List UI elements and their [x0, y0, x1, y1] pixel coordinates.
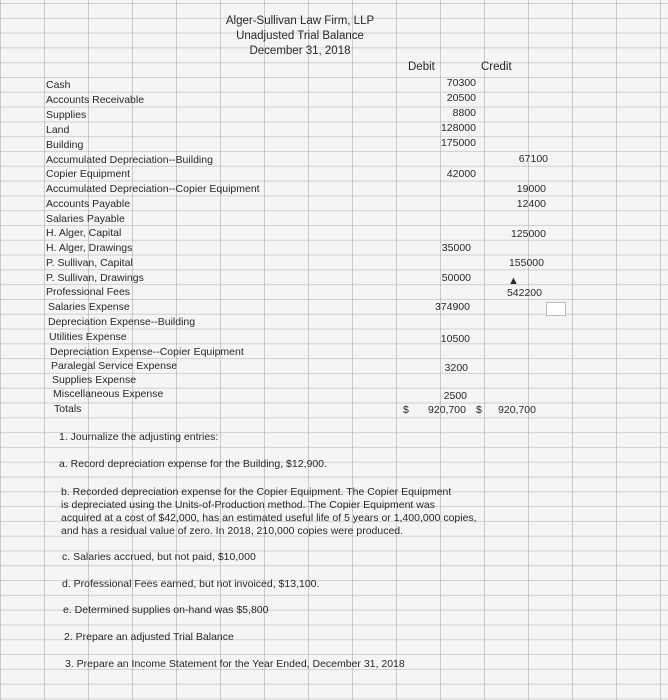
account-name: P. Sullivan, Drawings [46, 272, 144, 284]
account-name: H. Alger, Drawings [46, 242, 133, 254]
account-name: Salaries Payable [46, 213, 125, 225]
adjustment-c: c. Salaries accrued, but not paid, $10,000 [62, 551, 256, 563]
account-name: Salaries Expense [48, 301, 130, 313]
account-name: Paralegal Service Expense [51, 360, 178, 372]
adjustment-b-line: is depreciated using the Units-of-Production method. The Copier Equipment was [61, 499, 435, 511]
debit-amount: 70300 [446, 77, 476, 89]
debit-amount: 10500 [440, 333, 470, 345]
adjustment-e: e. Determined supplies on-hand was $5,800 [63, 604, 269, 616]
mouse-cursor-icon: ▲ [508, 275, 519, 287]
debit-amount: 3200 [444, 362, 468, 374]
selected-cell[interactable] [546, 302, 566, 316]
debit-amount: 35000 [441, 242, 471, 254]
question-2: 2. Prepare an adjusted Trial Balance [64, 631, 234, 643]
credit-column-header: Credit [481, 61, 512, 73]
account-name: Land [46, 124, 70, 136]
adjustment-a: a. Record depreciation expense for the Building, $12,900. [59, 458, 327, 470]
account-name: Supplies Expense [52, 374, 137, 386]
account-name: Miscellaneous Expense [53, 388, 164, 400]
account-name: Accumulated Depreciation--Copier Equipment [46, 183, 260, 195]
credit-amount: 67100 [518, 153, 548, 165]
debit-amount: 8800 [452, 107, 476, 119]
report-date: December 31, 2018 [249, 45, 351, 57]
account-name: Depreciation Expense--Copier Equipment [50, 346, 244, 358]
account-name: Professional Fees [46, 286, 131, 298]
credit-currency-symbol: $ [476, 404, 482, 416]
account-name: Building [46, 139, 84, 151]
account-name: Accumulated Depreciation--Building [46, 154, 213, 166]
adjustment-d: d. Professional Fees earned, but not invoiced, $13,100. [62, 578, 320, 590]
debit-amount: 128000 [440, 122, 476, 134]
adjustment-b-line: acquired at a cost of $42,000, has an estimated useful life of 5 years or 1,400,000 copies, [61, 512, 477, 524]
question-1: 1. Journalize the adjusting entries: [59, 431, 219, 443]
credit-amount: 155000 [508, 257, 544, 269]
credit-amount: 12400 [516, 198, 546, 210]
debit-amount: 374900 [434, 301, 470, 313]
adjustment-b-line: b. Recorded depreciation expense for the Copier Equipment. The Copier Equipment [61, 486, 452, 498]
total-debit: 920,700 [428, 404, 466, 416]
account-name: Cash [46, 79, 71, 91]
account-name: H. Alger, Capital [46, 227, 122, 239]
account-name: Accounts Receivable [46, 94, 145, 106]
adjustment-b-line: and has a residual value of zero. In 2018, 210,000 copies were produced. [61, 525, 404, 537]
account-name: Utilities Expense [49, 331, 127, 343]
debit-column-header: Debit [408, 61, 435, 73]
account-name: P. Sullivan, Capital [46, 257, 133, 269]
credit-amount: 542200 [506, 287, 542, 299]
firm-name: Alger-Sullivan Law Firm, LLP [225, 15, 375, 27]
report-title: Unadjusted Trial Balance [236, 30, 364, 42]
debit-amount: 20500 [446, 92, 476, 104]
credit-amount: 19000 [516, 183, 546, 195]
account-name: Depreciation Expense--Building [48, 316, 196, 328]
account-name: Supplies [46, 109, 87, 121]
debit-amount: 2500 [443, 390, 467, 402]
debit-amount: 50000 [441, 272, 471, 284]
total-credit: 920,700 [498, 404, 536, 416]
debit-currency-symbol: $ [403, 404, 409, 416]
question-3: 3. Prepare an Income Statement for the Year Ended, December 31, 2018 [65, 658, 405, 670]
debit-amount: 42000 [446, 168, 476, 180]
account-name: Accounts Payable [46, 198, 131, 210]
totals-label: Totals [54, 403, 82, 415]
debit-amount: 175000 [440, 137, 476, 149]
account-name: Copier Equipment [46, 168, 131, 180]
credit-amount: 125000 [510, 228, 546, 240]
